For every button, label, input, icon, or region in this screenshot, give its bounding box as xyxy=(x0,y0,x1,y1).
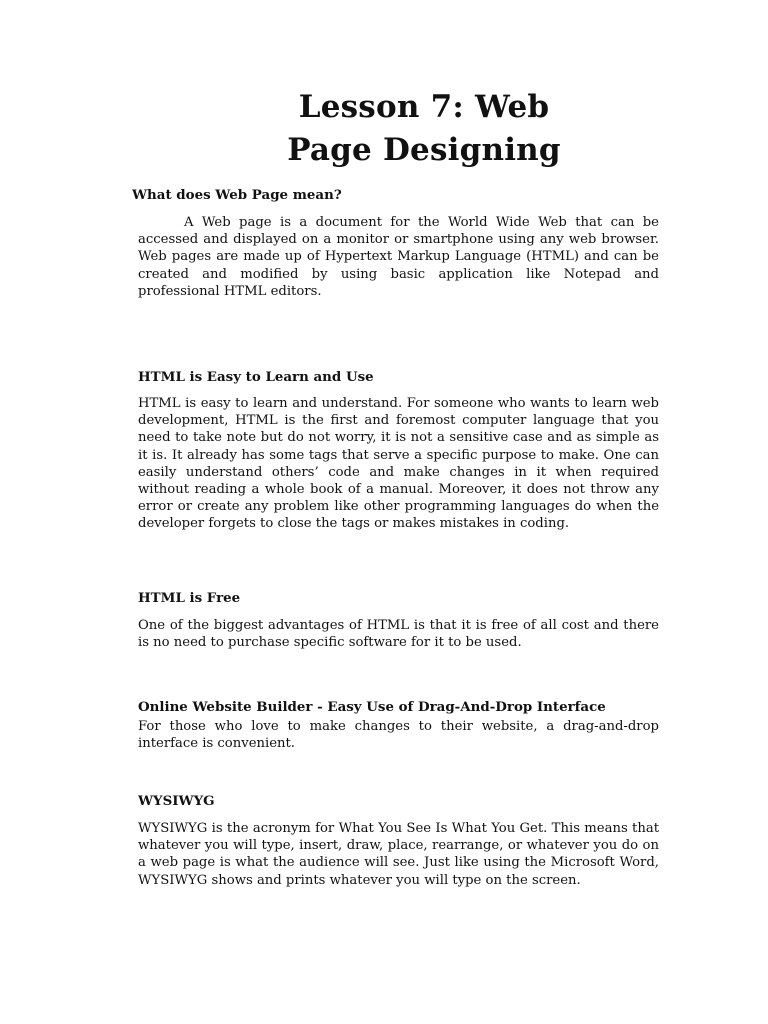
section-body-wysiwyg: WYSIWYG is the acronym for What You See Is What You Get. This means that whatever you will type, insert, draw, place, rearrange, or whatever you do on a web page is what the audience will see. Just like using the Microsoft Word, WYSIWYG shows and prints whatever you will type on the screen. xyxy=(138,821,659,888)
section-body-web-page-meaning: A Web page is a document for the World Wide Web that can be accessed and displayed on a monitor or smartphone using any web browser. Web pages are made up of Hypertext Markup Language (HTML) and can be created and modified by using basic application like Notepad and professional HTML editors. xyxy=(138,215,659,299)
title-line-1: Lesson 7: Web xyxy=(298,89,550,125)
section-body-website-builder: For those who love to make changes to their website, a drag-and-drop interface is convenient. xyxy=(138,719,659,752)
section-heading-web-page-meaning: What does Web Page mean? xyxy=(132,187,342,203)
section-body-html-free: One of the biggest advantages of HTML is that it is free of all cost and there is no need to purchase specific software for it to be used. xyxy=(138,618,659,651)
section-heading-easy-to-learn: HTML is Easy to Learn and Use xyxy=(138,369,374,385)
section-heading-wysiwyg: WYSIWYG xyxy=(138,793,215,809)
section-body-easy-to-learn: HTML is easy to learn and understand. For someone who wants to learn web development, HTML is the first and foremost computer language that you need to take note but do not worry, it is not a sensitive case and as simple as it is. It already has some tags that serve a specific purpose to make. One can easily understand others’ code and make changes in it when required without reading a whole book of a manual. Moreover, it does not throw any error or create any problem like other programming languages do when the developer forgets to close the tags or makes mistakes in coding. xyxy=(138,396,659,532)
section-heading-website-builder: Online Website Builder - Easy Use of Drag-And-Drop Interface xyxy=(138,699,606,715)
section-heading-html-free: HTML is Free xyxy=(138,590,241,606)
page-title xyxy=(0,86,768,172)
title-line-2: Page Designing xyxy=(287,132,561,168)
